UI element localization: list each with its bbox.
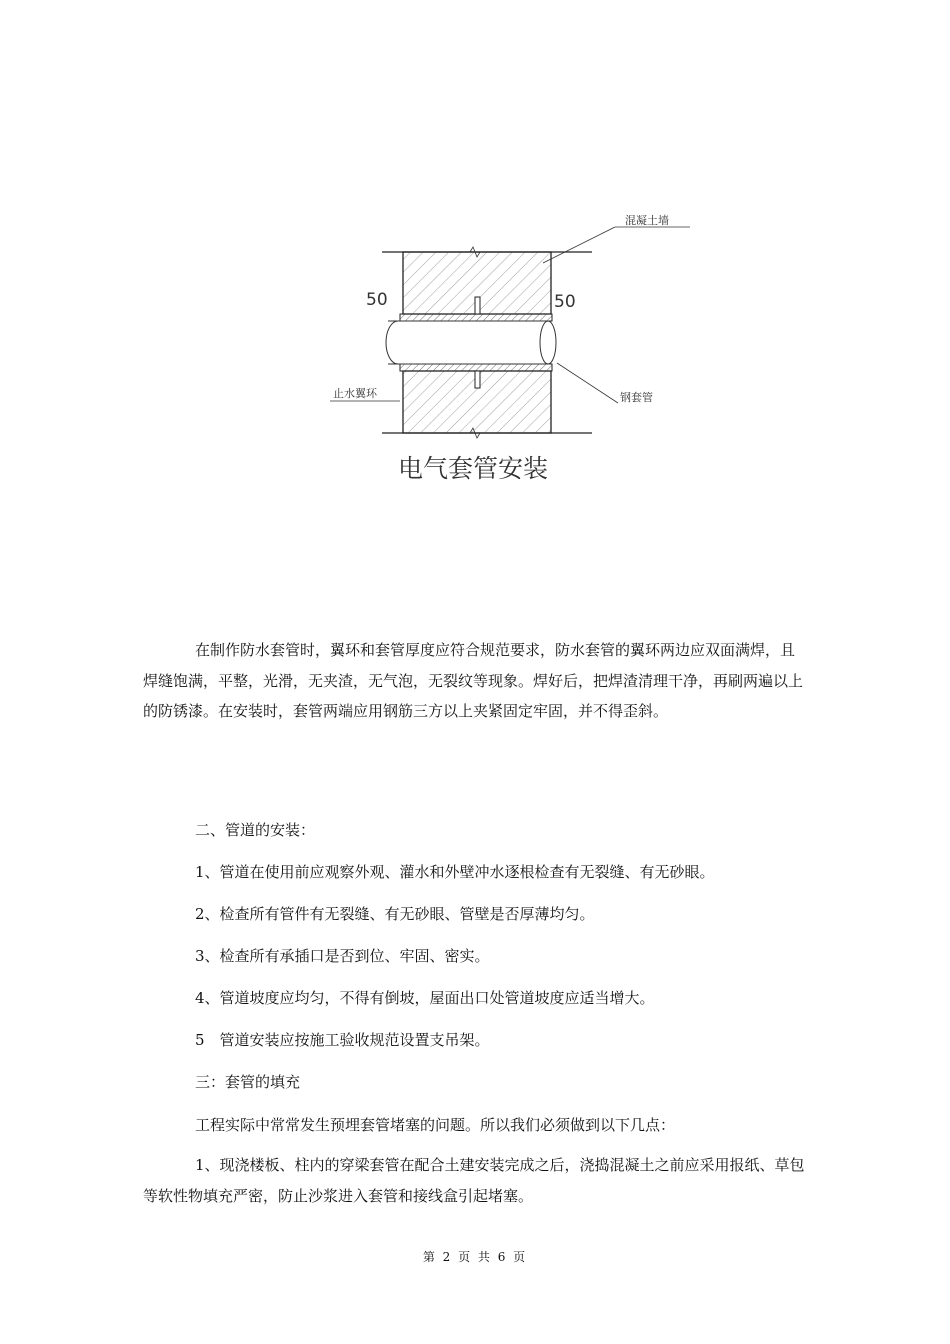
list-item: 1、管道在使用前应观察外观、灌水和外壁冲水逐根检查有无裂缝、有无砂眼。 xyxy=(195,863,715,881)
page-footer: 第 2 页 共 6 页 xyxy=(422,1250,528,1264)
list-item: 3、检查所有承插口是否到位、牢固、密实。 xyxy=(195,947,490,965)
pipe-end-left xyxy=(386,321,398,364)
sleeve-wall-top xyxy=(400,314,552,321)
label-steel-sleeve: 钢套管 xyxy=(620,391,653,404)
sleeve-installation-diagram xyxy=(330,205,710,495)
section3-heading: 三：套管的填充 xyxy=(195,1073,301,1091)
section3-item-1: 1、现浇楼板、柱内的穿梁套管在配合土建安装完成之后，浇捣混凝土之前应采用报纸、草包等软性物填充严密，防止沙浆进入套管和接线盒引起堵塞。 xyxy=(143,1156,805,1205)
paragraph-sleeve-fabrication: 在制作防水套管时，翼环和套管厚度应符合规范要求，防水套管的翼环两边应双面满焊，且焊缝饱满，平整，光滑，无夹渣，无气泡，无裂纹等现象。焊好后，把焊渣清理干净，再刷两遍以上的防锈漆。在安装时，套管两端应用钢筋三方以上夹紧固定牢固，并不得歪斜。 xyxy=(143,641,804,720)
dimension-right: 50 xyxy=(554,292,576,312)
section3-intro: 工程实际中常常发生预埋套管堵塞的问题。所以我们必须做到以下几点： xyxy=(195,1116,676,1134)
figure-caption: 电气套管安装 xyxy=(398,454,549,483)
water-stop-ring-top xyxy=(475,297,480,314)
dimension-left: 50 xyxy=(366,290,388,310)
list-item: 2、检查所有管件有无裂缝、有无砂眼、管壁是否厚薄均匀。 xyxy=(195,905,595,923)
water-stop-ring-bottom xyxy=(475,371,480,388)
label-concrete-wall: 混凝土墙 xyxy=(625,214,669,227)
list-item: 5 管道安装应按施工验收规范设置支吊架。 xyxy=(195,1031,490,1049)
section2-heading: 二、管道的安装： xyxy=(195,821,316,839)
label-water-stop-ring: 止水翼环 xyxy=(333,387,377,400)
leader-wall xyxy=(543,227,615,263)
pipe-end-right xyxy=(540,321,556,364)
leader-sleeve xyxy=(557,363,618,403)
list-item: 4、管道坡度应均匀，不得有倒坡，屋面出口处管道坡度应适当增大。 xyxy=(195,989,655,1007)
diagram-svg xyxy=(330,205,710,495)
sleeve-wall-bottom xyxy=(400,364,552,371)
